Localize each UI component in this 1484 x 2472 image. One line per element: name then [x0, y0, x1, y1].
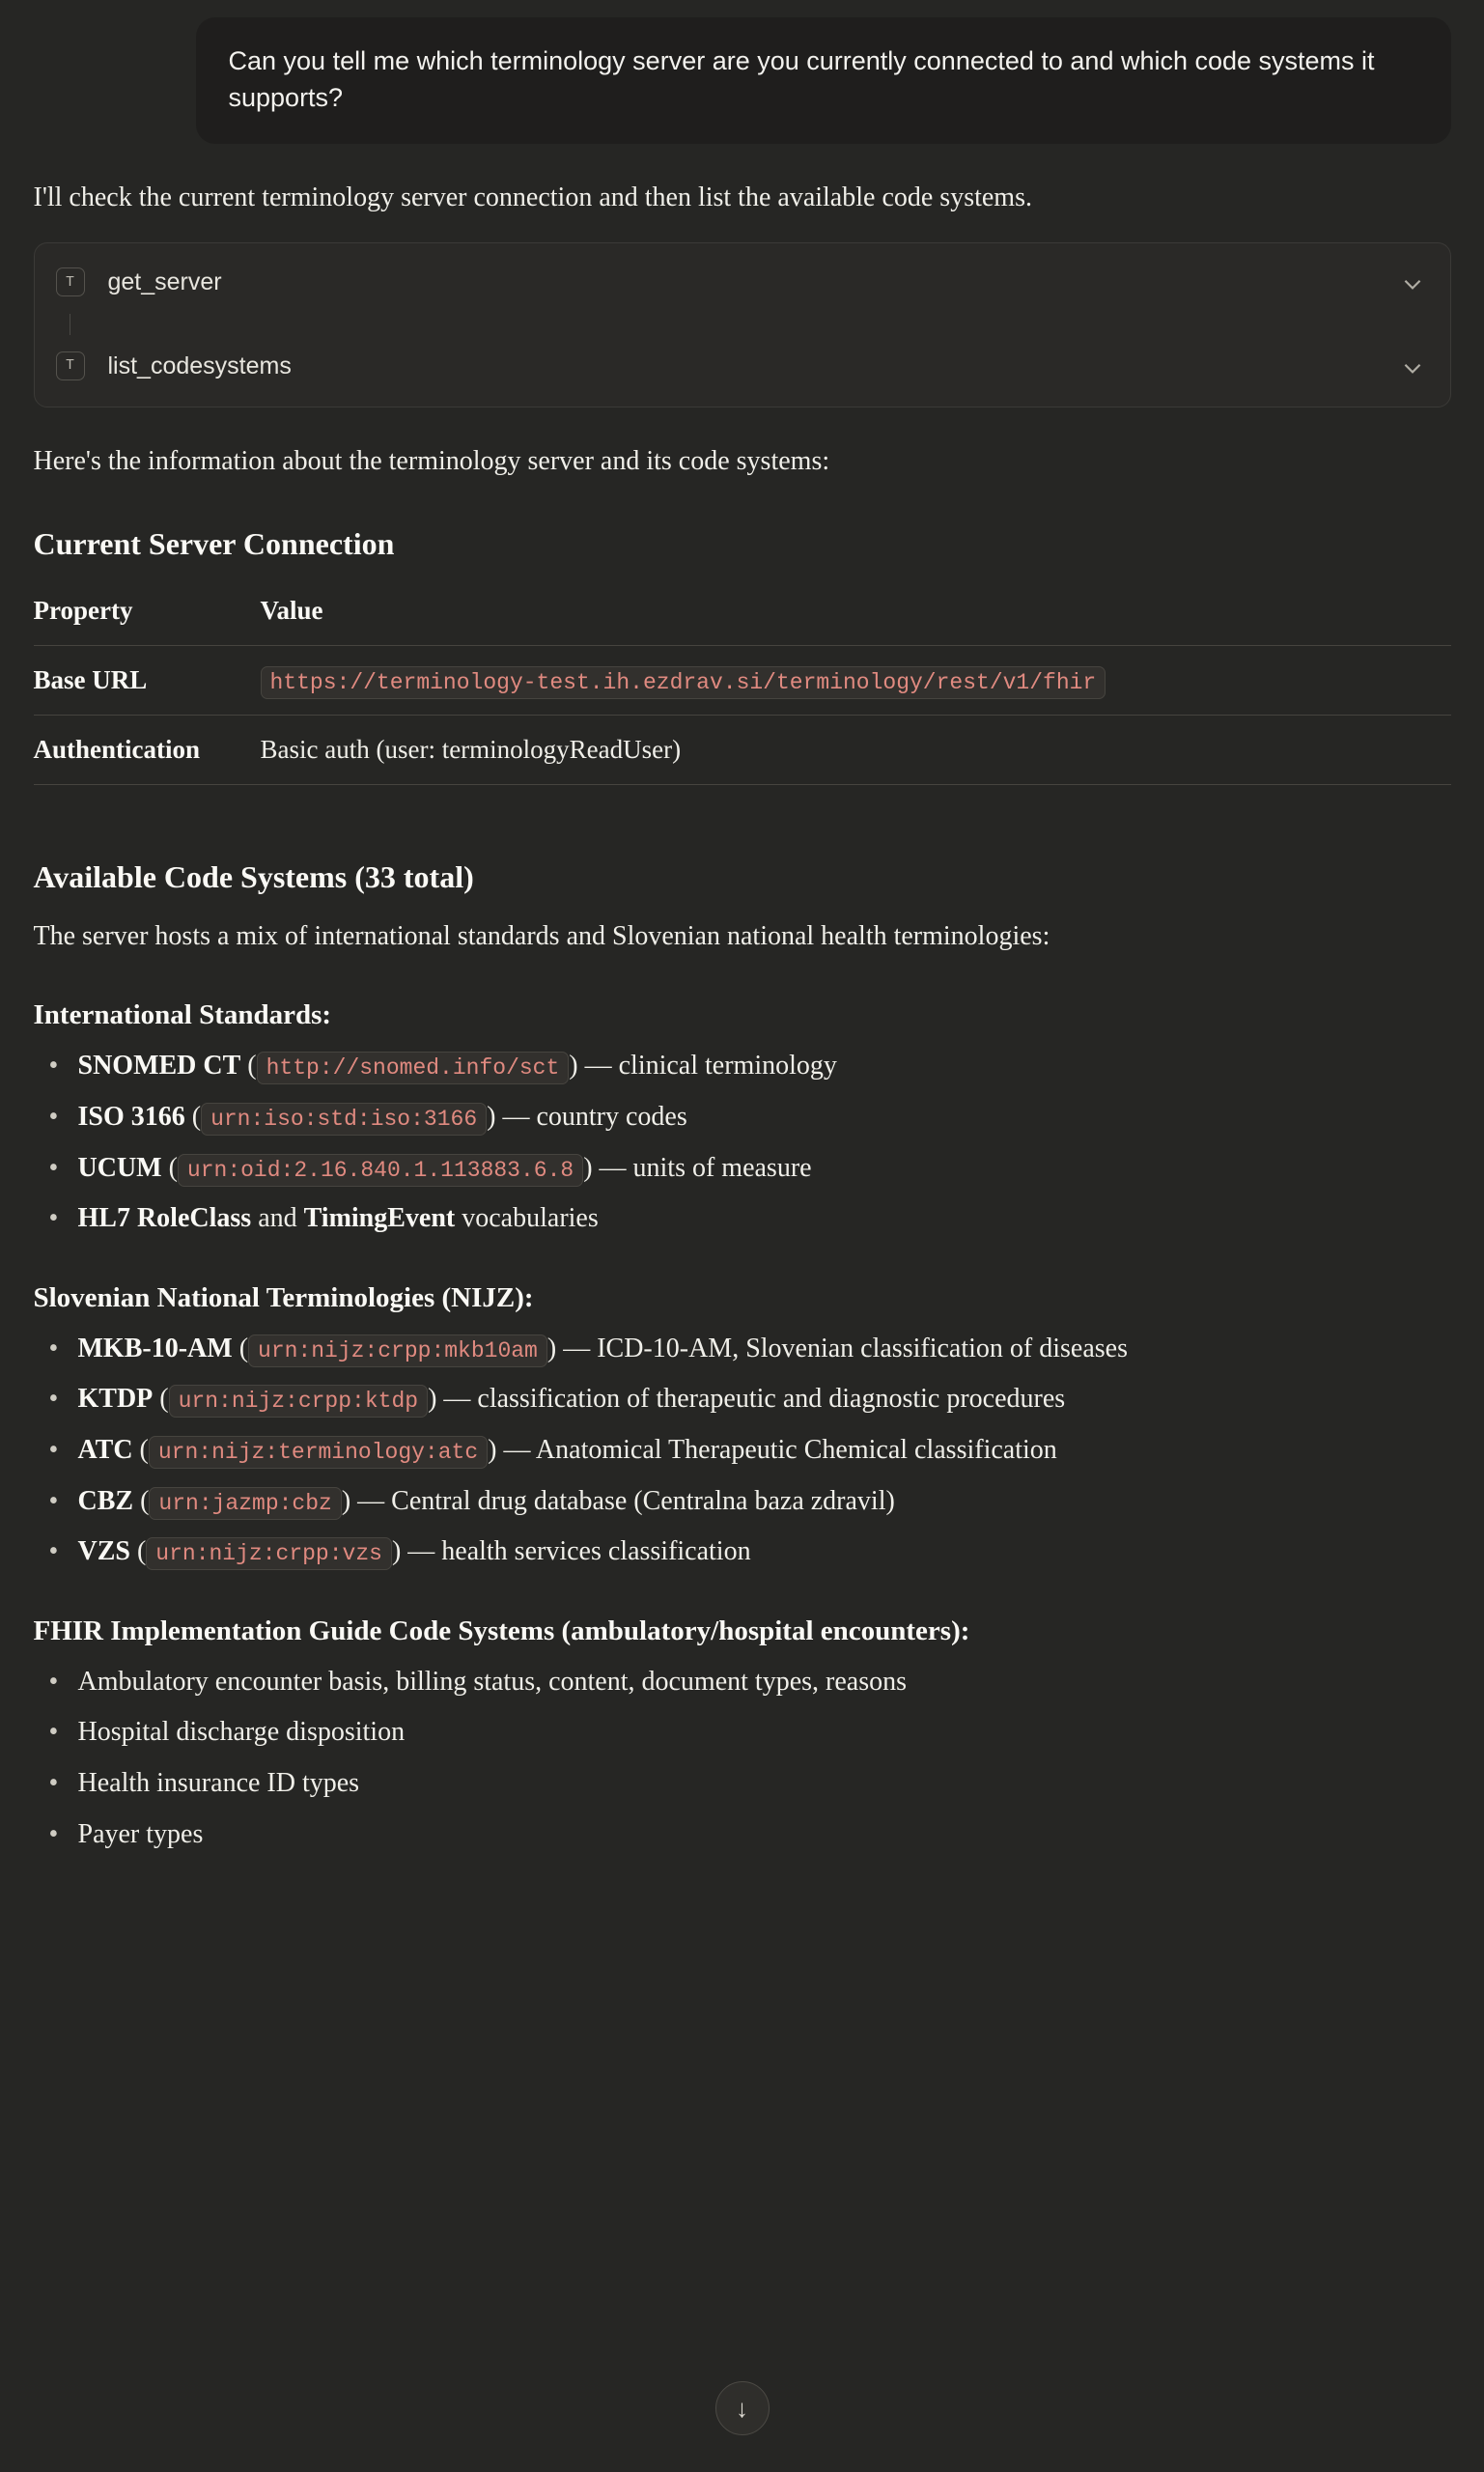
list-item: • Health insurance ID types	[78, 1764, 1451, 1804]
codesystem-desc: — units of measure	[592, 1152, 812, 1183]
list-item: • ISO 3166 ( urn:iso:std:iso:3166 ) — country codes	[78, 1098, 1451, 1138]
codesystem-desc: — ICD-10-AM, Slovenian classification of diseases	[556, 1333, 1128, 1363]
codesystem-uri: urn:iso:std:iso:3166	[201, 1103, 487, 1136]
codesystem-desc: — Anatomical Therapeutic Chemical classification	[496, 1435, 1057, 1465]
list-item: • KTDP ( urn:nijz:crpp:ktdp ) — classification of therapeutic and diagnostic procedures	[78, 1380, 1451, 1419]
list-fhir-ig-codesystems	[34, 1663, 1451, 1854]
codesystem-uri: http://snomed.info/sct	[257, 1052, 570, 1084]
codesystem-desc: — health services classification	[401, 1536, 751, 1567]
codesystems-intro-text: The server hosts a mix of international standards and Slovenian national health terminologies:	[33, 920, 1050, 951]
property-value: Basic auth (user: terminologyReadUser)	[261, 716, 1451, 785]
property-value	[261, 645, 1451, 715]
codesystem-hl7-vocabularies: HL7 RoleClass and TimingEvent vocabularies	[77, 1203, 599, 1234]
chevron-down-icon[interactable]	[1400, 269, 1425, 295]
group-heading-fhir-ig: FHIR Implementation Guide Code Systems (ambulatory/hospital encounters):	[33, 1615, 970, 1646]
tool-badge-icon: T	[56, 267, 85, 296]
tool-badge-icon: T	[56, 351, 85, 380]
column-header-property: Property	[34, 584, 261, 646]
codesystem-uri: urn:nijz:terminology:atc	[149, 1436, 488, 1469]
list-item: • Hospital discharge disposition	[78, 1713, 1451, 1753]
user-message-bubble: Can you tell me which terminology server are you currently connected to and which code systems it supports?	[196, 17, 1451, 144]
codesystem-uri: urn:jazmp:cbz	[149, 1487, 341, 1520]
tool-calls-card	[34, 242, 1451, 407]
scroll-to-bottom-button[interactable]	[715, 2381, 770, 2435]
codesystem-name: CBZ	[77, 1485, 134, 1516]
codesystem-name: UCUM	[77, 1152, 162, 1183]
list-item: • MKB-10-AM ( urn:nijz:crpp:mkb10am ) — ICD-10-AM, Slovenian classification of diseases	[78, 1330, 1451, 1369]
codesystem-name: ATC	[77, 1435, 133, 1465]
list-item	[78, 1199, 1451, 1239]
codesystem-desc: — country codes	[495, 1101, 687, 1132]
chevron-down-icon[interactable]	[1400, 353, 1425, 379]
assistant-intro-text: I'll check the current terminology server connection and then list the available code systems.	[33, 182, 1032, 212]
list-item: • Payer types	[78, 1815, 1451, 1855]
table-row	[34, 645, 1451, 715]
codesystem-desc: — clinical terminology	[577, 1051, 837, 1082]
list-item: • CBZ ( urn:jazmp:cbz ) — Central drug database (Centralna baza zdravil)	[78, 1482, 1451, 1522]
list-item: • ATC ( urn:nijz:terminology:atc ) — Anatomical Therapeutic Chemical classification	[78, 1431, 1451, 1471]
codesystem-uri: urn:oid:2.16.840.1.113883.6.8	[178, 1154, 583, 1187]
list-international-standards	[34, 1047, 1451, 1238]
assistant-followup-text: Here's the information about the terminology server and its code systems:	[33, 445, 830, 476]
user-message-row	[34, 0, 1451, 144]
table-header-row	[34, 584, 1451, 646]
tool-call-list-codesystems[interactable]	[35, 335, 1450, 397]
codesystem-name: KTDP	[77, 1384, 154, 1415]
base-url-code: https://terminology-test.ih.ezdrav.si/terminology/rest/v1/fhir	[261, 666, 1106, 699]
tool-call-name: list_codesystems	[107, 351, 292, 379]
property-name: Base URL	[34, 645, 261, 715]
codesystem-name: ISO 3166	[77, 1101, 185, 1132]
list-item: • VZS ( urn:nijz:crpp:vzs ) — health services classification	[78, 1532, 1451, 1572]
chat-content	[20, 0, 1465, 1854]
list-item: • Ambulatory encounter basis, billing status, content, document types, reasons	[78, 1663, 1451, 1702]
codesystem-desc: — Central drug database (Centralna baza zdravil)	[350, 1485, 895, 1516]
codesystem-uri: urn:nijz:crpp:ktdp	[169, 1385, 428, 1418]
group-heading-international: International Standards:	[33, 999, 332, 1031]
codesystem-name: VZS	[77, 1536, 130, 1567]
list-slovenian-terminologies	[34, 1330, 1451, 1572]
server-properties-table	[34, 584, 1451, 786]
tool-call-name: get_server	[107, 268, 222, 296]
codesystems-section-heading: Available Code Systems (33 total)	[33, 859, 474, 895]
property-name: Authentication	[34, 716, 261, 785]
codesystem-name: MKB-10-AM	[77, 1333, 233, 1363]
table-row	[34, 716, 1451, 785]
column-header-value: Value	[261, 584, 1451, 646]
list-item: • SNOMED CT ( http://snomed.info/sct ) — clinical terminology	[78, 1047, 1451, 1086]
codesystem-desc: — classification of therapeutic and diagnostic procedures	[436, 1384, 1066, 1415]
codesystem-uri: urn:nijz:crpp:mkb10am	[248, 1334, 547, 1367]
group-heading-slovenian: Slovenian National Terminologies (NIJZ):	[33, 1281, 534, 1313]
codesystem-name: SNOMED CT	[77, 1051, 241, 1082]
list-item: • UCUM ( urn:oid:2.16.840.1.113883.6.8 ) — units of measure	[78, 1149, 1451, 1189]
server-section-heading: Current Server Connection	[33, 526, 395, 562]
tool-call-get-server[interactable]	[35, 251, 1450, 313]
arrow-down-icon: ↓	[736, 2394, 748, 2423]
codesystem-uri: urn:nijz:crpp:vzs	[146, 1537, 392, 1570]
